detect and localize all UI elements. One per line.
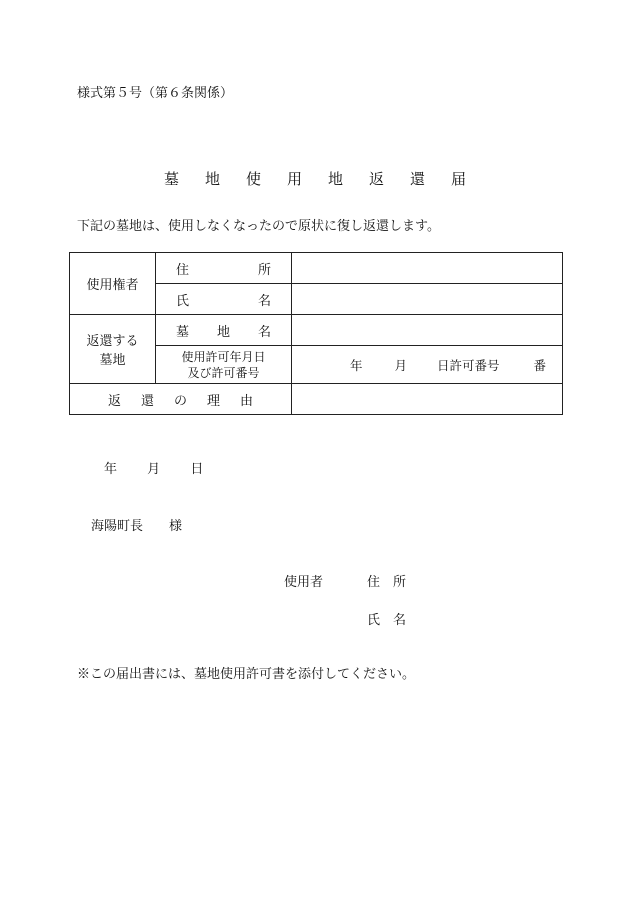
return-cemetery-label xyxy=(70,315,156,384)
table-row xyxy=(70,315,563,346)
title-char: 用 xyxy=(286,170,302,188)
intro-text: 下記の墓地は、使用しなくなったので原状に復し返還します。 xyxy=(77,219,440,234)
label-char: 由 xyxy=(239,393,253,409)
date-line xyxy=(104,458,203,477)
label-char: 名 xyxy=(257,324,271,340)
permit-field[interactable] xyxy=(292,346,563,384)
reason-label xyxy=(70,384,292,415)
form-number: 様式第５号（第６条関係） xyxy=(77,86,234,101)
permit-day-number: 日許可番号 xyxy=(437,357,500,373)
label-char: 墓 xyxy=(176,324,190,340)
permit-label xyxy=(156,346,292,384)
permit-month: 月 xyxy=(394,357,408,373)
table-row xyxy=(70,253,563,284)
label-char: 住 xyxy=(176,262,190,278)
cemetery-name-label xyxy=(156,315,292,346)
label-char: 返 xyxy=(108,393,122,409)
applicant-address-label: 住 所 xyxy=(367,575,407,590)
cemetery-name-field[interactable] xyxy=(292,315,563,346)
title-char: 地 xyxy=(328,170,344,188)
permit-label-line1: 使用許可年月日 xyxy=(181,349,266,364)
date-month: 月 xyxy=(147,462,161,477)
permit-year: 年 xyxy=(350,357,363,373)
document-title xyxy=(0,168,630,189)
label-char: 所 xyxy=(257,262,271,278)
title-char: 地 xyxy=(204,170,220,188)
label-char: の xyxy=(173,393,187,409)
reason-field[interactable] xyxy=(292,384,563,415)
addressee: 海陽町長 様 xyxy=(91,519,183,534)
address-field[interactable] xyxy=(292,253,563,284)
title-char: 還 xyxy=(410,170,426,188)
title-char: 使 xyxy=(245,170,261,188)
label-char: 還 xyxy=(140,393,154,409)
permit-ban: 番 xyxy=(533,357,546,373)
title-char: 墓 xyxy=(163,170,179,188)
user-rights-label: 使用権者 xyxy=(70,253,156,315)
label-char: 理 xyxy=(206,393,220,409)
return-label-line1: 返還する xyxy=(86,334,139,349)
date-day: 日 xyxy=(190,462,204,477)
name-label xyxy=(156,284,292,315)
applicant-label: 使用者 xyxy=(284,575,324,590)
label-char: 名 xyxy=(257,293,271,309)
table-row xyxy=(70,384,563,415)
label-char: 氏 xyxy=(176,293,190,309)
label-char: 地 xyxy=(216,324,230,340)
applicant-name-label: 氏 名 xyxy=(367,613,407,628)
return-label-line2: 墓地 xyxy=(99,353,126,368)
name-field[interactable] xyxy=(292,284,563,315)
attachment-note: ※この届出書には、墓地使用許可書を添付してください。 xyxy=(77,667,416,682)
date-year: 年 xyxy=(104,462,118,477)
title-char: 届 xyxy=(451,170,467,188)
permit-label-line2: 及び許可番号 xyxy=(187,365,260,380)
title-char: 返 xyxy=(369,170,385,188)
form-table xyxy=(69,252,563,415)
address-label xyxy=(156,253,292,284)
